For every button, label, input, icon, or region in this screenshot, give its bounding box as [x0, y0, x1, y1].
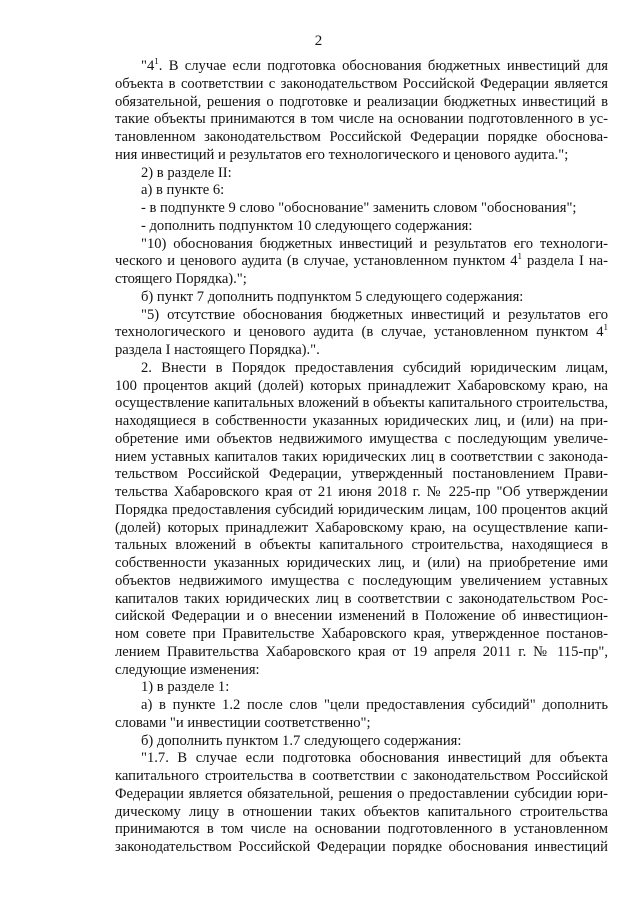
text-line: - дополнить подпунктом 10 следующего содержания:: [141, 217, 473, 234]
text-line: 2. Внести в Порядок предоставления субсидий юридическим лицам,: [141, 359, 608, 376]
text-line: лением Правительства Хабаровского края от 19 апреля 2011 г. № 115-пр",: [115, 643, 608, 660]
text-line: капитального строительства в соответствии с законодательством Российской: [115, 768, 608, 784]
superscript: 1: [154, 58, 159, 66]
text-line: обретение ими объектов недвижимого имущества с последующим увеличе-: [115, 430, 608, 447]
text-line: следующие изменения:: [115, 661, 260, 678]
superscript: 1: [603, 324, 608, 333]
page-number: 2: [314, 33, 323, 49]
text-line: "10) обоснования бюджетных инвестиций и результатов его технологи-: [141, 235, 608, 252]
text-line: 2) в разделе II:: [141, 164, 232, 181]
text-line: находящиеся в собственности указанных юридических лиц, и (или) на при-: [115, 413, 608, 429]
document-body: [115, 58, 608, 857]
text-line: [115, 58, 608, 76]
text-line: 100 процентов акций (долей) которых принадлежит Хабаровскому краю, на: [115, 377, 608, 394]
text-line: б) дополнить пунктом 1.7 следующего содержания:: [141, 732, 462, 749]
text-line: капиталов таких юридических лиц в соответствии с законодательством Рос-: [115, 590, 608, 607]
superscript: 1: [517, 253, 522, 262]
text-line: обязательной, решения о подготовке и реализации бюджетных инвестиций в: [115, 93, 608, 110]
text-line: Федерации является обязательной, решения о предоставлении субсидии юри-: [115, 785, 608, 802]
text-line: принимаются в том числе на основании подготовленного в установленном: [115, 821, 608, 838]
text-line: объектов недвижимого имущества с последующим увеличением уставных: [115, 572, 608, 589]
text-line: (долей) которых принадлежит Хабаровскому краю, на осуществление капи-: [115, 519, 608, 536]
text-line: тельства Хабаровского края от 21 июня 2018 г. № 225-пр "Об утверждении: [115, 484, 608, 500]
text-line: - в подпункте 9 слово "обоснование" заменить словом "обоснования";: [141, 200, 577, 216]
text-line: тальных вложений в объекты капитального строительства, находящиеся в: [115, 537, 608, 554]
text-line: тельством Российской Федерации, утвержденный постановлением Прави-: [115, 466, 608, 483]
text-line: раздела I настоящего Порядка).".: [115, 342, 320, 358]
text-line: осуществление капитальных вложений в объекты капитального строительства,: [115, 395, 608, 412]
text-segment: . В случае если подготовка обоснования бюджетных инвестиций для: [158, 58, 608, 74]
text-line: "5) отсутствие обоснования бюджетных инвестиций и результатов его: [141, 306, 608, 323]
text-segment: "4: [141, 58, 155, 74]
text-line: ния инвестиций и результатов его технологического и ценового аудита.";: [115, 146, 569, 163]
text-line: собственности указанных юридических лиц, и (или) на приобретение ими: [115, 555, 608, 571]
text-line: [115, 324, 608, 342]
text-segment: ческого и ценового аудита (в случае, установленном пунктом 4: [115, 253, 518, 270]
text-line: дическому лицу в отношении таких объектов капитального строительства: [115, 803, 608, 820]
text-line: ном совете при Правительстве Хабаровского края, утвержденное постанов-: [115, 626, 608, 642]
text-line: Порядка предоставления субсидий юридическим лицам, 100 процентов акций: [115, 501, 608, 518]
text-line: сийской Федерации и о внесении изменений в Положение об инвестицион-: [115, 608, 608, 625]
text-line: 1) в разделе 1:: [141, 679, 230, 696]
text-line: "1.7. В случае если подготовка обоснования инвестиций для объекта: [141, 750, 608, 767]
text-line: стоящего Порядка).";: [115, 271, 247, 287]
text-line: [115, 253, 608, 271]
text-line: словами "и инвестиции соответственно";: [115, 714, 371, 731]
text-line: объекта в соответствии с законодательством Российской Федерации является: [115, 75, 608, 92]
text-line: тановленном законодательством Российской Федерации порядке обоснова-: [115, 129, 608, 145]
text-line: такие объекты принимаются в том числе на основании подготовленного в ус-: [115, 111, 608, 128]
text-line: нием уставных капиталов таких юридических лиц в соответствии с законода-: [115, 448, 608, 465]
text-segment: технологического и ценового аудита (в случае, установленном пунктом 4: [115, 324, 604, 341]
text-line: б) пункт 7 дополнить подпунктом 5 следующего содержания:: [141, 288, 524, 305]
text-line: а) в пункте 6:: [141, 182, 225, 199]
text-line: законодательством Российской Федерации порядке обоснования инвестиций: [115, 839, 608, 855]
text-segment: раздела I на-: [522, 253, 608, 270]
text-line: а) в пункте 1.2 после слов "цели предоставления субсидий" дополнить: [141, 697, 608, 713]
